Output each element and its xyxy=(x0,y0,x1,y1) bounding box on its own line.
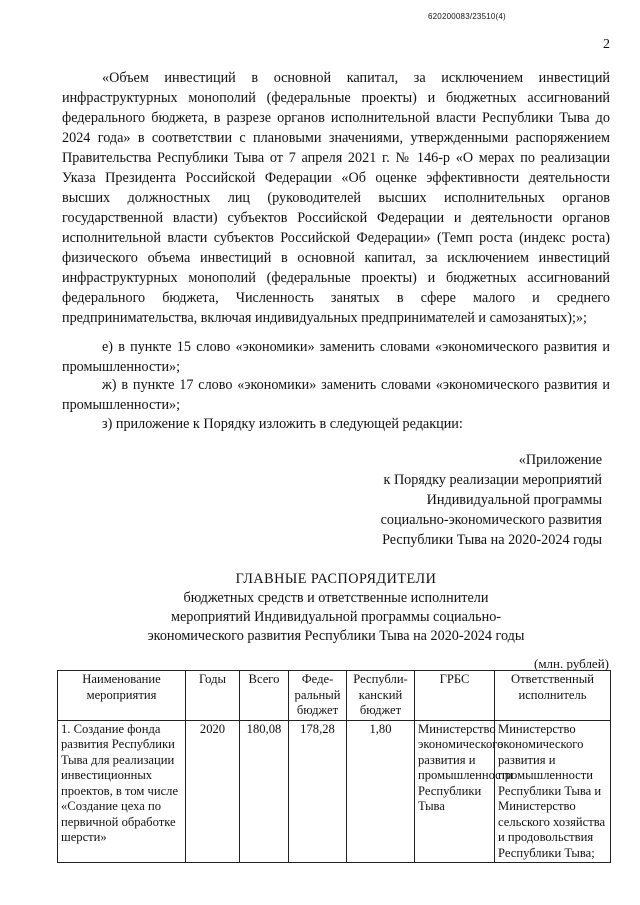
table-row xyxy=(58,720,611,863)
cell-years: 2020 xyxy=(186,720,240,863)
header-total: Всего xyxy=(240,671,289,721)
table-header-row xyxy=(58,671,611,721)
cell-republic: 1,80 xyxy=(347,720,415,863)
cell-grbs: Министерство экономического развития и промышленности Республики Тыва xyxy=(415,720,495,863)
page-number: 2 xyxy=(603,37,610,52)
cell-name: 1. Создание фонда развития Республики Тыва для реализации инвестиционных проектов, в том числе «Создание цеха по первичной обработке шерсти» xyxy=(58,720,186,863)
title-main: ГЛАВНЫЕ РАСПОРЯДИТЕЛИ xyxy=(235,571,437,587)
paragraph-zh-point-17: ж) в пункте 17 слово «экономики» заменить словами «экономического развития и промышленности»; xyxy=(62,377,610,413)
paragraph-e-point-15: е) в пункте 15 слово «экономики» заменить словами «экономического развития и промышленности»; xyxy=(62,339,610,375)
header-grbs: ГРБС xyxy=(415,671,495,721)
units-label: (млн. рублей) xyxy=(534,656,609,671)
paragraph-investment-indicator: «Объем инвестиций в основной капитал, за исключением инвестиций инфраструктурных монополий (федеральные проекты) и бюджетных ассигнований федерального бюджета, в разрезе органов исполнительной власти Республики Тыва до 2024 года» в соответствии с плановыми значениями, утвержденными распоряжением Правительства Республики Тыва от 7 апреля 2021 г. № 146-р «О мерах по реализации Указа Президента Российской Федерации «Об оценке эффективности деятельности высших должностных лиц (руководителей высших исполнительных органов государственной власти) субъектов Российской Федерации и деятельности органов исполнительной власти субъектов Российской Федерации» (Темп роста (индекс роста) физического объема инвестиций в основной капитал, за исключением инвестиций инфраструктурных монополий (федеральные проекты) и бюджетных ассигнований федерального бюджета, Численность занятых в сфере малого и среднего предпринимательства, включая индивидуальных предпринимателей и самозанятых);»; xyxy=(62,70,610,326)
cell-federal: 178,28 xyxy=(289,720,347,863)
header-federal: Феде-ральный бюджет xyxy=(289,671,347,721)
header-republic: Республи-канский бюджет xyxy=(347,671,415,721)
cell-total: 180,08 xyxy=(240,720,289,863)
budget-table xyxy=(57,670,611,863)
appendix-line: Республики Тыва на 2020-2024 годы xyxy=(382,532,602,548)
header-executor: Ответственный исполнитель xyxy=(495,671,611,721)
header-years: Годы xyxy=(186,671,240,721)
paragraph-z-appendix: з) приложение к Порядку изложить в следующей редакции: xyxy=(102,416,463,432)
document-id: 620200083/23510(4) xyxy=(428,12,506,21)
appendix-line: «Приложение xyxy=(518,452,602,468)
appendix-line: к Порядку реализации мероприятий xyxy=(383,472,602,488)
header-name: Наименование мероприятия xyxy=(58,671,186,721)
appendix-line: Индивидуальной программы xyxy=(426,492,602,508)
appendix-line: социально-экономического развития xyxy=(380,512,602,528)
section-title xyxy=(62,570,610,646)
cell-executor: Министерство экономического развития и промышленности Республики Тыва и Министерство сельского хозяйства и продовольствия Республики Тыва; xyxy=(495,720,611,863)
appendix-header xyxy=(340,450,602,550)
title-subline: бюджетных средств и ответственные исполнители xyxy=(183,590,489,606)
title-subline: мероприятий Индивидуальной программы социально- xyxy=(170,609,502,625)
title-subline: экономического развития Республики Тыва на 2020-2024 годы xyxy=(147,628,525,644)
